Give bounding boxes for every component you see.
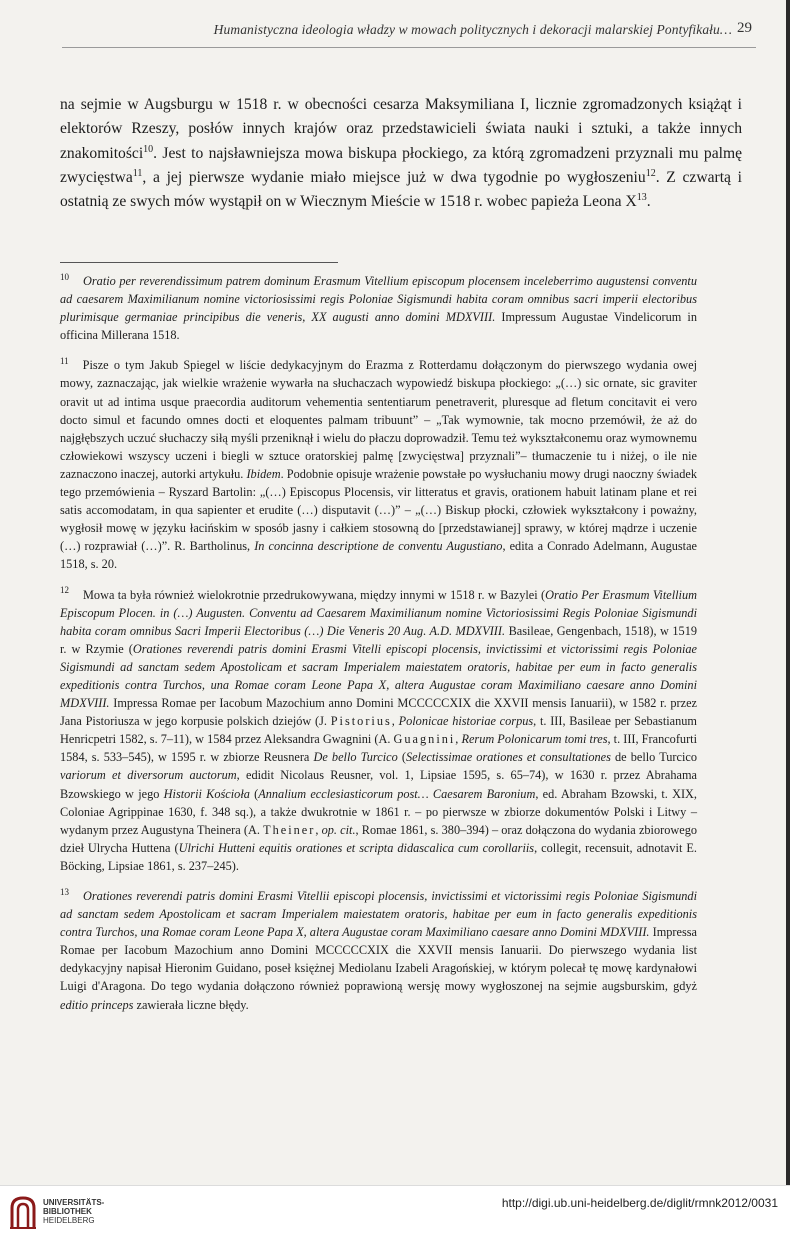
body-text: . Jest to najsławniejsza mowa biskupa płockiego, za którą zgromadzeni przyznali mu palmę zwycięstwa: [60, 144, 742, 186]
main-paragraph: [60, 93, 742, 214]
footnote-text: (: [397, 750, 406, 765]
footnote-text: , edita a Conrado Adelmann, Augustae 1518, s. 20.: [60, 539, 697, 572]
library-line: HEIDELBERG: [43, 1216, 95, 1225]
footnote-italic: variorum et diversorum auctorum: [60, 768, 237, 783]
footnote-13: [60, 887, 697, 1014]
body-text: na sejmie w Augsburgu w 1518 r. w obecności cesarza Maksymiliana I, licznie zgromadzonych książąt i elektorów Rzeszy, posłów innych krajów oraz przedstawicieli świata nauki i sztuki, a także innych znakomitości: [60, 96, 742, 162]
footnote-italic: Oratio Per Erasmum Vitellium Episcopum Plocen. in (…) Augusten. Conventu ad Caesarem Maximilianum nomine Victoriosissimi Regis Poloniae Sigismundi habita coram omnibus Sacri Imperii Electoribus (…) Die Veneris 20 Aug. A.D. MDXVIII.: [60, 587, 697, 638]
running-header: [72, 18, 752, 42]
footnote-marker: 12: [60, 585, 69, 596]
footnote-11: [60, 356, 697, 573]
footnote-text: ,: [391, 714, 399, 729]
footnote-text: , collegit, recensuit, adnotavit E. Böcking, Lipsiae 1861, s. 237–245).: [60, 840, 698, 873]
footnote-italic: Rerum Polonicarum tomi tres: [461, 732, 608, 747]
footnote-italic: Orationes reverendi patris domini Erasmi Vitellii episcopi plocensis, invictissimi et victorissimi regis Poloniae Sigismundi ad sanctam sedem Apostolicam et sacram Imperialem maiestatem oratoris, habitae per eum in facto generalis expeditionis contra Turchos, una Romae coram Leone Papa X, altera Augustae coram Maximiliano caesare anno Domini MDXVIII.: [60, 889, 697, 940]
header-rule: [62, 47, 756, 48]
footnote-italic: De bello Turcico: [313, 750, 398, 765]
footnote-text: . Podobnie opisuje wrażenie powstałe po wysłuchaniu mowy drugi naoczny świadek tego przemówienia – Ryszard Bartolin: „(…) Episcopus Plocensis, vir litteratus et gravis, orationem habuit latinam plane et rei satis accomodatam, in qua sapienter et erudite (…) disputavit (…)” – „(…) Biskup płocki, człowiek wykształcony i poważny, wygłosił mowę w języku łacińskim w sposób jasny i całkiem stosowną do [przedstawianej] sprawy, w której mądrze i uczenie (…) rozprawiał (…)”. R. Bartholinus,: [60, 466, 697, 554]
footnote-text: , t. III, Basileae per Sebastianum Henricpetri 1582, s. 7–11), w 1584 przez Aleksandra Gwagnini (A.: [60, 714, 697, 747]
footnote-marker: 13: [60, 886, 69, 897]
footnote-marker: 11: [60, 356, 69, 367]
permalink-url[interactable]: http://digi.ub.uni-heidelberg.de/diglit/rmnk2012/0031: [501, 1196, 778, 1210]
footnote-ref: 13: [636, 192, 647, 203]
footnote-italic: editio princeps: [60, 997, 134, 1012]
footnote-text: Impressa Romae per Iacobum Mazochium anno Domini MCCCCCXIX die XXVII mensis Ianuarii), w 1582 r. przez Jana Pistoriusza w jego korpusie polskich dziejów (J.: [60, 696, 697, 729]
library-line: BIBLIOTHEK: [43, 1207, 92, 1216]
footnote-italic: Historii Kościoła: [163, 786, 250, 801]
footnote-marker: 10: [60, 271, 69, 282]
footnote-spaced: Guagnini: [393, 732, 456, 747]
footnote-text: , edidit Nicolaus Reusner, vol. 1, Lipsiae 1595, s. 65–74), w 1630 r. przez Abrahama Bzowskiego w jego: [60, 768, 697, 801]
footnote-text: Impressa Romae per Iacobum Mazochium anno Domini MCCCCCXIX die XXVII mensis Ianuarii. Do pierwszego wydania list dedykacyjny napisał Hieronim Guidano, poseł księżnej Mediolanu Izabeli Aragońskiej, w którym polecał tę mowę kardynałowi Luigi d'Aragona. Do tego wydania dołączono również poprawioną wersję mowy wygłoszonej na sejmie augsburskim, gdyż: [60, 925, 697, 994]
footnote-ref: 11: [132, 167, 143, 179]
footnote-text: Pisze o tym Jakub Spiegel w liście dedykacyjnym do Erazma z Rotterdamu dołączonym do pierwszego wydania owej mowy, zaznaczając, jak wielkie wrażenie wywarła na słuchaczach wypowiedź biskupa płockiego: „(…) sic ornate, sic graviter oravit ut ad intima usque praecordia auditorum vehementia sententiarum penetraverit, pluresque ad fletum concitavit ei vero docto simul et facundo omnes docti et eloquentes palmam tribuunt” – „Tak wymownie, tak mocno przemówił, że aż do najgłębszych uczuć słuchaczy siłą myśli przeniknął i wielu do płaczu doprowadził. Temu też wykształconemu oraz wymownemu człowiekowi wszyscy uczeni i biegli w sztuce oratorskiej palmę [zwycięstwa] przyznali”– tłumaczenie tu i niżej, o ile nie zaznaczono inaczej, autorki artykułu.: [60, 358, 697, 481]
footnote-text: Mowa ta była również wielokrotnie przedrukowywana, między innymi w 1518 r. w Bazylei (: [83, 587, 546, 602]
viewer-footer: [0, 1185, 790, 1239]
body-text: .: [646, 193, 651, 211]
footnote-italic: Orationes reverendi patris domini Erasmi Vitelli episcopi plocensis, invictissimi et victorissimi regis Poloniae Sigismundi ad sanctam sedem Apostolicam et sacram Imperialem maiestatem oratoris, habitae per eum in facto generalis expeditionis contra Turchos, una Romae coram Leone Papa X, altera Augustae coram Maximiliano caesare anno Domini MDXVIII.: [60, 641, 698, 711]
footnote-text: ,: [315, 822, 322, 837]
footnote-text: , Romae 1861, s. 380–394) – oraz dołączona do wydania zbiorowego dzieł Ulrycha Huttena (: [60, 822, 697, 855]
footnote-text: Impressum Augustae Vindelicorum in officina Millerana 1518.: [60, 310, 697, 343]
page-number: 29: [737, 20, 752, 36]
footnote-rule: [60, 262, 338, 263]
footnote-text: de bello Turcico: [610, 750, 698, 765]
library-line: UNIVERSITÄTS-: [43, 1198, 105, 1207]
footnote-12: [60, 586, 697, 876]
footnotes: [60, 272, 697, 1026]
footnote-ref: 12: [645, 167, 656, 179]
page-edge: [786, 0, 790, 1185]
footnote-text: (: [249, 786, 259, 801]
footnote-text: zawierała liczne błędy.: [133, 997, 249, 1012]
footnote-italic: Selectissimae orationes et consultationes: [405, 750, 611, 765]
footnote-text: ,: [455, 732, 462, 747]
footnote-text: , t. III, Francofurti 1584, s. 533–545), w 1595 r. w zbiorze Reusnera: [60, 732, 697, 765]
footnote-italic: Ulrichi Hutteni equitis orationes et scripta didascalica cum corollariis: [178, 840, 535, 855]
footnote-spaced: Pistorius: [330, 714, 392, 729]
footnote-text: , ed. Abraham Bzowski, t. XIX, Coloniae Agrippinae 1630, f. 348 sq.), a także dwukrotnie w 1861 r. – po pierwsze w zbiorze dokumentów Polski i Litwy – wydanym przez Augustyna Theinera (A.: [60, 786, 697, 837]
footnote-text: Basileae, Gengenbach, 1518), w 1519 r. w Rzymie (: [60, 623, 698, 656]
body-text: , a jej pierwsze wydanie miało miejsce już w dwa tygodnie po wygłoszeniu: [142, 168, 646, 186]
library-name: [43, 1198, 104, 1225]
footnote-italic: Annalium ecclesiasticorum post… Caesarem Baronium: [258, 786, 536, 801]
ub-heidelberg-logo-icon: [8, 1194, 38, 1230]
running-title: Humanistyczna ideologia władzy w mowach politycznych i dekoracji malarskiej Pontyfikału…: [213, 22, 732, 37]
footnote-italic: In concinna descriptione de conventu Augustiano: [254, 539, 503, 554]
footnote-ref: 10: [143, 143, 154, 155]
footnote-italic: Ibidem: [246, 466, 281, 481]
body-text: . Z czwartą i ostatnią ze swych mów wystąpił on w Wiecznym Mieście w 1518 r. wobec papieża Leona X: [60, 168, 742, 211]
footnote-italic: Oratio per reverendissimum patrem dominum Erasmum Vitellium episcopum plocensem inceleberrimo augustensi conventu ad caesarem Maximilianum nomine victoriosissimi regis Poloniae Sigismundi habita coram omnibus sacri imperii electoribus plurimisque germaniae principibus die veneris, XX augusti anno domini MDXVIII.: [60, 274, 697, 325]
footnote-spaced: Theiner: [263, 822, 316, 837]
footnote-italic: op. cit.: [321, 822, 356, 837]
footnote-10: [60, 272, 697, 344]
footnote-italic: Polonicae historiae corpus: [398, 714, 534, 729]
